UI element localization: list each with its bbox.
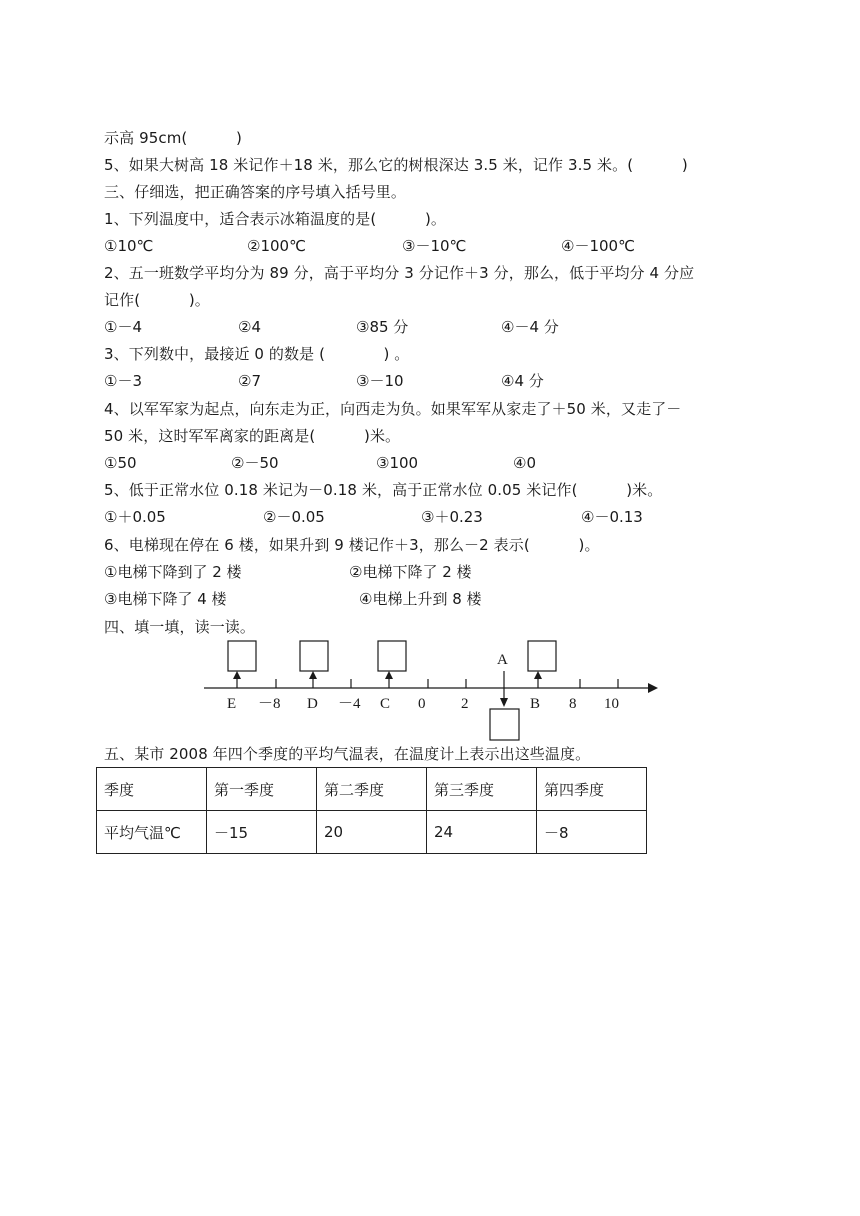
option: ③电梯下降了 4 楼	[104, 590, 227, 608]
answer-box[interactable]	[490, 709, 519, 740]
question-text: 3、下列数中，最接近 0 的数是 ( ) 。	[104, 345, 410, 363]
question-text: 5、如果大树高 18 米记作＋18 米，那么它的树根深达 3.5 米，记作 3.5 米。( )	[104, 156, 688, 174]
table-header-cell: 第一季度	[207, 768, 317, 811]
section-heading: 五、某市 2008 年四个季度的平均气温表，在温度计上表示出这些温度。	[104, 745, 591, 763]
answer-box[interactable]	[528, 641, 556, 671]
table-header-cell: 季度	[97, 768, 207, 811]
section-heading: 四、填一填，读一读。	[104, 618, 256, 636]
table-header-cell: 第二季度	[317, 768, 427, 811]
option: ③＋0.23	[421, 508, 483, 526]
option: ④－0.13	[581, 508, 643, 526]
arrow-head-icon	[500, 698, 508, 707]
table-cell: 平均气温℃	[97, 811, 207, 854]
answer-box[interactable]	[378, 641, 406, 671]
axis-arrow-icon	[648, 683, 658, 693]
answer-box[interactable]	[300, 641, 328, 671]
arrow-head-icon	[233, 671, 241, 679]
table-header-row	[97, 768, 647, 811]
option: ③－10℃	[402, 237, 467, 255]
table-header-cell: 第三季度	[427, 768, 537, 811]
option: ②－0.05	[263, 508, 325, 526]
axis-label: C	[380, 696, 391, 712]
question-text: 6、电梯现在停在 6 楼，如果升到 9 楼记作＋3，那么－2 表示( )。	[104, 536, 600, 554]
table-row	[97, 811, 647, 854]
option: ②电梯下降了 2 楼	[349, 563, 472, 581]
table-cell: －8	[537, 811, 647, 854]
arrow-head-icon	[309, 671, 317, 679]
option: ②100℃	[247, 237, 306, 255]
question-text: 示高 95cm( )	[104, 129, 242, 147]
axis-label: B	[530, 696, 541, 712]
arrow-head-icon	[534, 671, 542, 679]
question-text: 1、下列温度中，适合表示冰箱温度的是( )。	[104, 210, 447, 228]
option: ①－4	[104, 318, 142, 336]
axis-label: 2	[461, 696, 469, 712]
option: ①10℃	[104, 237, 154, 255]
option: ④4 分	[501, 372, 544, 390]
axis-label: 10	[604, 696, 619, 712]
question-text: 2、五一班数学平均分为 89 分，高于平均分 3 分记作＋3 分，那么，低于平均分 4 分应	[104, 264, 695, 282]
axis-label: D	[307, 696, 318, 712]
question-text: 5、低于正常水位 0.18 米记为－0.18 米，高于正常水位 0.05 米记作( )米。	[104, 481, 663, 499]
question-text: 4、以军军家为起点，向东走为正，向西走为负。如果军军从家走了＋50 米，又走了－	[104, 400, 682, 418]
axis-label: 0	[418, 696, 426, 712]
axis-label: 8	[569, 696, 577, 712]
option: ②7	[238, 372, 261, 390]
table-cell: 20	[317, 811, 427, 854]
temperature-table	[96, 767, 647, 854]
table-cell: －15	[207, 811, 317, 854]
table-header-cell: 第四季度	[537, 768, 647, 811]
question-text: 50 米，这时军军离家的距离是( )米。	[104, 427, 401, 445]
option: ③85 分	[356, 318, 409, 336]
table-cell: 24	[427, 811, 537, 854]
option: ③－10	[356, 372, 404, 390]
question-text: 记作( )。	[104, 291, 210, 309]
axis-label: E	[227, 696, 237, 712]
option: ④－4 分	[501, 318, 559, 336]
option: ①＋0.05	[104, 508, 166, 526]
option: ①50	[104, 454, 137, 472]
axis-label: －8	[258, 696, 281, 712]
option: ②－50	[231, 454, 279, 472]
option: ①－3	[104, 372, 142, 390]
option: ④电梯上升到 8 楼	[359, 590, 482, 608]
answer-box[interactable]	[228, 641, 256, 671]
point-label-a: A	[497, 652, 508, 668]
section-heading: 三、仔细选，把正确答案的序号填入括号里。	[104, 183, 407, 201]
option: ①电梯下降到了 2 楼	[104, 563, 242, 581]
axis-label: －4	[338, 696, 361, 712]
option: ④－100℃	[561, 237, 635, 255]
arrow-head-icon	[385, 671, 393, 679]
option: ②4	[238, 318, 261, 336]
option: ④0	[513, 454, 536, 472]
option: ③100	[376, 454, 419, 472]
